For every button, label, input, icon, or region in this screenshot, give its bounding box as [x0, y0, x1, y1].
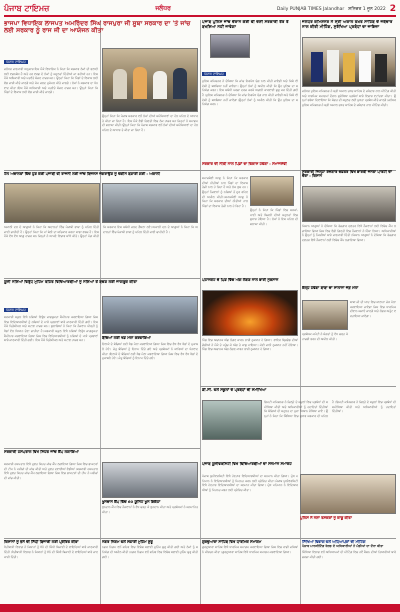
story-3-headline: ਜਲੰਧਰ ਕਮਿਸ਼ਨਰ ਨੇ ਸ੍ਰੀ ਅਕਾਲ ਤਖ਼ਤ ਸਾਹਿਬ ਦੇ ਜਥੇਦਾਰ ਨਾਲ ਕੀਤੀ ਮੀਟਿੰਗ, ਸੁਰੱਖਿਆ ਪ੍ਰਬੰਧਾਂ ਦਾ ਜਾਇਜ਼ਾ — [302, 20, 393, 29]
story-10-headline: ਕੱਲ੍ਹ ਹੋਵੇਗਾ ਬਾਬਾ ਦਾ ਸਾਲਾਨਾ ਜੋੜ ਮੇਲਾ — [302, 286, 359, 290]
story-14-block — [102, 500, 198, 536]
story-text: ਪ੍ਰਬੰਧਕ ਕਮੇਟੀ ਨੇ ਸੰਗਤਾਂ ਨੂੰ ਵੱਧ ਚੜ੍ਹ ਕੇ ਹਾਜ਼ਰੀ ਭਰਨ ਦੀ ਅਪੀਲ ਕੀਤੀ। — [302, 332, 348, 341]
edition-name: Daily PUNJAB TIMES Jalandhar — [276, 6, 345, 12]
story-text: ਖੇਤੀਬਾੜੀ ਵਿਭਾਗ ਨੇ ਕਿਸਾਨਾਂ ਨੂੰ ਝੋਨੇ ਦੀ ਸਿੱਧੀ ਬਿਜਾਈ ਦੇ ਫਾਇਦਿਆਂ ਬਾਰੇ ਜਾਣਕਾਰੀ ਦਿੱਤੀ।ਖੇਤੀਬਾੜੀ ਵਿਭਾਗ ਨੇ ਕਿਸਾਨਾਂ ਨੂੰ ਝੋਨੇ ਦੀ ਸਿੱਧੀ ਬਿਜਾਈ ਦੇ ਫਾਇਦਿਆਂ ਬਾਰੇ ਜਾਣਕਾਰੀ ਦਿੱਤੀ। — [4, 545, 98, 559]
edition-info — [277, 4, 396, 14]
story-2-headline: ਪੰਜਾਬ ਪੁਲਿਸ ਜਾਂਚ ਦੌਰਾਨ ਕੋਈ ਵੀ ਦੋਸ਼ੀ ਸਰਕਾਰੀ ਤੌਰ ਤੇ ਬਖਸ਼ਿਆ ਨਹੀਂ ਜਾਵੇਗਾ — [202, 20, 289, 29]
story-12-headline: ਸਰਕਾਰੀ ਹਸਪਤਾਲ ਵਿਖੇ ਸਿਹਤ ਜਾਂਚ ਕੈਂਪ ਲਗਾਇਆ — [4, 450, 79, 454]
story-3-body — [302, 89, 396, 167]
story-tag: ਪੰਜਾਬ ਟਾਇਮਜ਼ — [6, 308, 26, 312]
story-2-headline-block — [202, 20, 298, 32]
story-18 — [202, 540, 298, 602]
story-11-body — [264, 400, 396, 460]
story-17 — [102, 540, 198, 602]
story-5-continued — [250, 208, 298, 276]
paper-name: ਪੰਜਾਬ ਟਾਇਮਜ਼ — [4, 4, 50, 13]
story-12-photo — [102, 462, 198, 498]
section-divider — [4, 278, 200, 279]
story-4-headline-block — [4, 172, 198, 182]
story-10-continued — [302, 332, 348, 384]
story-10-body — [350, 300, 396, 370]
story-3-photo — [302, 37, 396, 87]
story-text: ਬਾਬਾ ਜੀ ਦੀ ਯਾਦ ਵਿਚ ਸਾਲਾਨਾ ਜੋੜ ਮੇਲਾ ਕਰਵਾਇਆ ਜਾਵੇਗਾ ਜਿਸ ਵਿਚ ਧਾਰਮਿਕ ਦੀਵਾਨ ਸਜਾਏ ਜਾਣਗੇ ਅਤੇ ਲੰਗਰ ਅਤੁੱਟ ਵਰਤਾਇਆ ਜਾਵੇਗਾ। — [350, 300, 396, 318]
story-text: ਜਲੰਧਰ ਪੁਲਿਸ ਕਮਿਸ਼ਨਰ ਨੇ ਸ੍ਰੀ ਅਕਾਲ ਤਖ਼ਤ ਸਾਹਿਬ ਦੇ ਜਥੇਦਾਰ ਨਾਲ ਮੀਟਿੰਗ ਕੀਤੀ ਅਤੇ ਧਾਰਮਿਕ ਸਮਾਗਮਾਂ ਦੌਰਾਨ ਸੁਰੱਖਿਆ ਪ੍ਰਬੰਧਾਂ ਬਾਰੇ ਵਿਚਾਰ ਵਟਾਂਦਰਾ ਕੀਤਾ। ਉਨ੍ਹਾਂ ਭਰੋਸਾ ਦਿਵਾਇਆ ਕਿ ਸੰਗਤ ਦੀ ਸਹੂਲਤ ਲਈ ਪੁਖਤਾ ਪ੍ਰਬੰਧ ਕੀਤੇ ਜਾਣਗੇ।ਜਲੰਧਰ ਪੁਲਿਸ ਕਮਿਸ਼ਨਰ ਨੇ ਸ੍ਰੀ ਅਕਾਲ ਤਖ਼ਤ ਸਾਹਿਬ ਦੇ ਜਥੇਦਾਰ ਨਾਲ ਮੀਟਿੰਗ ਕੀਤੀ। — [302, 89, 396, 107]
story-text: ਡਿਪਟੀ ਕਮਿਸ਼ਨਰ ਨੇ ਜ਼ਿਲ੍ਹੇ ਦੇ ਸਕੂਲਾਂ ਵਿਚ ਪ੍ਰਬੰਧਾਂ ਦੀ ਸਮੀਖਿਆ ਕੀਤੀ ਅਤੇ ਅਧਿਕਾਰੀਆਂ ਨੂੰ ਹਦਾਇਤਾਂ ਦਿੱਤੀਆਂ ਕਿ ਬੱਚਿਆਂ ਦੀ ਸਹੂਲਤ ਦਾ ਪੂਰਾ ਧਿਆਨ ਰੱਖਿਆ ਜਾਵੇ। ਉਨ੍ਹਾਂ ਨੇ ਕਿਹਾ ਕਿ ਸਿੱਖਿਆ ਵਿਚ ਸੁਧਾਰ ਸਰਕਾਰ ਦੀ ਪਹਿਲ ਹੈ।ਡਿਪਟੀ ਕਮਿਸ਼ਨਰ ਨੇ ਜ਼ਿਲ੍ਹੇ ਦੇ ਸਕੂਲਾਂ ਵਿਚ ਪ੍ਰਬੰਧਾਂ ਦੀ ਸਮੀਖਿਆ ਕੀਤੀ ਅਤੇ ਅਧਿਕਾਰੀਆਂ ਨੂੰ ਹਦਾਇਤਾਂ ਦਿੱਤੀਆਂ। — [264, 400, 396, 418]
story-11-headline: ਡੀ.ਸੀ. ਵਲੋਂ ਸਕੂਲਾਂ ਦੇ ਪ੍ਰਬੰਧਾਂ ਦੀ ਸਮੀਖਿਆ — [202, 388, 267, 392]
story-text: ਸਿੱਖਿਆ ਵਿਭਾਗ ਵਲੋਂ ਅਧਿਆਪਕਾਂ ਦੀ ਮੀਟਿੰਗ ਵਿਚ ਨਵੇਂ ਸੈਸ਼ਨ ਦੀਆਂ ਤਿਆਰੀਆਂ ਬਾਰੇ ਚਰਚਾ ਕੀਤੀ ਗਈ। — [302, 550, 396, 559]
story-text: ਕਿਸਾਨ ਆਗੂਆਂ ਨੇ ਦੱਸਿਆ ਕਿ ਰੋਜ਼ਗਾਰ ਦਫ਼ਤਰ ਵਿਖੇ ਨੌਜਵਾਨਾਂ ਲਈ ਵਿਸ਼ੇਸ਼ ਕੈਂਪ ਲਗਾਇਆ ਗਿਆ ਜਿਸ ਵਿਚ ਵੱਡੀ ਗਿਣਤੀ ਵਿਚ ਨੌਜਵਾਨਾਂ ਨੇ ਹਿੱਸਾ ਲਿਆ। ਅਧਿਕਾਰੀਆਂ ਨੇ ਉਨ੍ਹਾਂ ਨੂੰ ਨੌਕਰੀਆਂ ਬਾਰੇ ਜਾਣਕਾਰੀ ਦਿੱਤੀ।ਕਿਸਾਨ ਆਗੂਆਂ ਨੇ ਦੱਸਿਆ ਕਿ ਰੋਜ਼ਗਾਰ ਦਫ਼ਤਰ ਵਿਖੇ ਨੌਜਵਾਨਾਂ ਲਈ ਵਿਸ਼ੇਸ਼ ਕੈਂਪ ਲਗਾਇਆ ਗਿਆ। — [302, 224, 396, 242]
page-number: 2 — [389, 4, 396, 14]
story-text: ਗੁਰਦੁਆਰਾ ਸਾਹਿਬ ਵਿਖੇ ਧਾਰਮਿਕ ਸਮਾਗਮ ਕਰਵਾਇਆ ਗਿਆ ਜਿਸ ਵਿਚ ਰਾਗੀ ਜਥਿਆਂ ਨੇ ਕੀਰਤਨ ਕੀਤਾ।ਗੁਰਦੁਆਰਾ ਸਾਹਿਬ ਵਿਖੇ ਧਾਰਮਿਕ ਸਮਾਗਮ ਕਰਵਾਇਆ ਗਿਆ। — [202, 545, 298, 554]
story-19 — [302, 540, 396, 602]
story-4-photo-a — [4, 183, 100, 223]
story-tag: ਪੰਜਾਬ ਟਾਇਮਜ਼ — [204, 72, 224, 76]
story-6-photo — [302, 186, 396, 222]
story-4-photo-b — [102, 183, 198, 223]
story-15-block — [300, 516, 396, 536]
story-6-headline: ਸਰਕਾਰੀ ਜਿਲ੍ਹਾ ਰੋਜ਼ਗਾਰ ਦਫ਼ਤਰ ਵਿਖੇ ਭਾਰਤੀ ਜਨਤਾ ਪਾਰਟੀ ਦਾ ਦੌਰਾ : ਕਿਸਾਨ — [302, 170, 392, 179]
story-17-headline: ਨਗਰ ਨਿਗਮ ਵਲੋਂ ਸਫ਼ਾਈ ਮੁਹਿੰਮ ਸ਼ੁਰੂ — [102, 540, 153, 544]
story-8-headline-block — [202, 278, 298, 288]
story-13-photo — [300, 474, 396, 514]
masthead — [4, 3, 396, 17]
story-14-headline: ਖੂਨਦਾਨ ਕੈਂਪ ਵਿੱਚ 60 ਯੂਨਿਟ ਖੂਨ ਇਕੱਠਾ — [102, 500, 161, 504]
section-divider — [200, 386, 396, 387]
section-divider — [4, 538, 396, 539]
story-6-headline-block — [302, 170, 396, 184]
page-footer-bar — [0, 604, 400, 612]
story-text: ਉਨ੍ਹਾਂ ਨੇ ਕਿਹਾ ਕਿ ਪਿੰਡਾਂ ਵਿਚ ਸੜਕਾਂ, ਪਾਣੀ ਅਤੇ ਬਿਜਲੀ ਦੀਆਂ ਸਹੂਲਤਾਂ ਵਿਚ ਸੁਧਾਰ ਹੋਇਆ ਹੈ। ਲੋਕਾਂ ਨੇ ਇਸ ਪਹਿਲ ਦੀ ਸ਼ਲਾਘਾ ਕੀਤੀ। — [250, 208, 298, 226]
story-1-headline-block — [4, 20, 198, 48]
story-8-body — [202, 338, 298, 384]
story-2-body — [202, 60, 298, 160]
story-tag: ਪੰਜਾਬ ਟਾਇਮਜ਼ — [6, 60, 26, 64]
story-5-headline-block — [202, 162, 298, 172]
story-7-body — [4, 296, 98, 446]
story-8-photo — [202, 290, 298, 336]
story-8-headline: ਪਠਾਨਕੋਟ ਦੇ ਪਿੰਡ ਵਿੱਚ ਅੱਗ ਲੱਗਣ ਨਾਲ ਭਾਰੀ ਨੁਕਸਾਨ — [202, 278, 279, 282]
story-16-headline: ਕਿਸਾਨਾਂ ਨੂੰ ਝੋਨੇ ਦੀ ਸਿੱਧੀ ਬਿਜਾਈ ਲਈ ਪ੍ਰੇਰਿਤ ਕੀਤਾ — [4, 540, 79, 544]
story-text: ਅਕਾਲੀ ਦਲ ਦੇ ਆਗੂਆਂ ਨੇ ਕਿਹਾ ਕਿ ਅਦਾਲਤਾਂ ਵਿੱਚ ਪੰਜਾਬੀ ਭਾਸ਼ਾ ਨੂੰ ਪਹਿਲ ਦਿੱਤੀ ਜਾਣੀ ਚਾਹੀਦੀ ਹੈ। ਉਨ੍ਹਾਂ ਕਿਹਾ ਕਿ ਮਾਂ ਬੋਲੀ ਦਾ ਸਤਿਕਾਰ ਕਰਨਾ ਸਾਡਾ ਫਰਜ਼ ਹੈ। ਇਸ ਮੌਕੇ ਵੱਖ ਵੱਖ ਆਗੂ ਹਾਜ਼ਰ ਸਨ ਜਿਨ੍ਹਾਂ ਨੇ ਆਪਣੇ ਵਿਚਾਰ ਸਾਂਝੇ ਕੀਤੇ। ਉਨ੍ਹਾਂ ਮੰਗ ਕੀਤੀ ਕਿ ਸਰਕਾਰ ਇਸ ਸਬੰਧੀ ਜਲਦ ਫ਼ੈਸਲਾ ਲਵੇ।ਅਕਾਲੀ ਦਲ ਦੇ ਆਗੂਆਂ ਨੇ ਕਿਹਾ ਕਿ ਅਦਾਲਤਾਂ ਵਿੱਚ ਪੰਜਾਬੀ ਭਾਸ਼ਾ ਨੂੰ ਪਹਿਲ ਦਿੱਤੀ ਜਾਣੀ ਚਾਹੀਦੀ ਹੈ। — [4, 225, 198, 239]
story-4-body — [4, 225, 198, 275]
story-1-photo — [102, 48, 198, 112]
story-11-photo — [202, 400, 262, 440]
story-2-photo — [210, 34, 250, 58]
story-text: ਖੂਨਦਾਨ ਕੈਂਪ ਵਿਚ ਨੌਜਵਾਨਾਂ ਨੇ ਵੱਧ ਚੜ੍ਹ ਕੇ ਖੂਨਦਾਨ ਕੀਤਾ ਅਤੇ ਪ੍ਰਬੰਧਕਾਂ ਨੇ ਸਨਮਾਨਿਤ ਕੀਤਾ। — [102, 505, 198, 514]
story-4-headline: ਟੱਲ ਅਦਾਲਤਾਂ ਵਿੱਚ ਹੁਣ ਕੋਈ ਪੰਜਾਬੀ ਵੀ ਰਾਜਨੀ ਲਈ ਜਾਂਚ ਬਿਜਨਸ ਜਗਰਾਉਣ ਨੂੰ ਚੰਗੀਨ ਬਣਾਈ ਗਈ : ਅਕਾਲੀ — [4, 172, 160, 176]
story-15-headline: ਪੁਲਿਸ ਨੇ ਨਸ਼ਾ ਤਸਕਰਾਂ ਨੂੰ ਕਾਬੂ ਕੀਤਾ — [300, 516, 352, 520]
story-18-headline: ਗੁਰਦੁਆਰਾ ਸਾਹਿਬ ਵਿਖੇ ਧਾਰਮਿਕ ਸਮਾਗਮ — [202, 540, 262, 544]
story-text: ਇਲਾਕੇ ਦੇ ਬੱਚਿਆਂ ਲਈ ਖੇਡ ਮੇਲਾ ਕਰਵਾਇਆ ਗਿਆ ਜਿਸ ਵਿਚ ਵੱਖ ਵੱਖ ਖੇਡਾਂ ਦੇ ਮੁਕਾਬਲੇ ਹੋਏ। ਜੇਤੂ ਬੱਚਿਆਂ ਨੂੰ ਇਨਾਮ ਦਿੱਤੇ ਗਏ ਅਤੇ ਪ੍ਰਬੰਧਕਾਂ ਨੇ ਸਾਰਿਆਂ ਦਾ ਧੰਨਵਾਦ ਕੀਤਾ।ਇਲਾਕੇ ਦੇ ਬੱਚਿਆਂ ਲਈ ਖੇਡ ਮੇਲਾ ਕਰਵਾਇਆ ਗਿਆ ਜਿਸ ਵਿਚ ਵੱਖ ਵੱਖ ਖੇਡਾਂ ਦੇ ਮੁਕਾਬਲੇ ਹੋਏ। ਜੇਤੂ ਬੱਚਿਆਂ ਨੂੰ ਇਨਾਮ ਦਿੱਤੇ ਗਏ। — [102, 342, 198, 361]
story-9-headline: ਬੱਚਿਆਂ ਲਈ ਖੇਡ ਮੇਲਾ ਕਰਵਾਇਆ — [102, 336, 151, 340]
story-text: ਪੰਜਾਬ ਯੂਨੀਵਰਸਿਟੀ ਵਿਖੇ ਹੋਣਹਾਰ ਵਿਦਿਆਰਥੀਆਂ ਦਾ ਸਨਮਾਨ ਕੀਤਾ ਗਿਆ। ਮੁੱਖ ਮਹਿਮਾਨ ਨੇ ਵਿਦਿਆਰਥੀਆਂ ਨੂੰ ਮਿਹਨਤ ਕਰਨ ਲਈ ਪ੍ਰੇਰਿਤ ਕੀਤਾ।ਪੰਜਾਬ ਯੂਨੀਵਰਸਿਟੀ ਵਿਖੇ ਹੋਣਹਾਰ ਵਿਦਿਆਰਥੀਆਂ ਦਾ ਸਨਮਾਨ ਕੀਤਾ ਗਿਆ। ਮੁੱਖ ਮਹਿਮਾਨ ਨੇ ਵਿਦਿਆਰਥੀਆਂ ਨੂੰ ਮਿਹਨਤ ਕਰਨ ਲਈ ਪ੍ਰੇਰਿਤ ਕੀਤਾ। — [202, 474, 298, 492]
story-19-headline: ਸਿੱਖਿਆ ਵਿਭਾਗ ਵਲੋਂ ਅਧਿਆਪਕਾਂ ਦੀ ਮੀਟਿੰਗ — [302, 540, 366, 544]
column-rule — [100, 20, 101, 604]
story-text: ਸਮਾਜਸੇਵੀ ਆਗੂ ਨੇ ਕਿਹਾ ਕਿ ਸਰਕਾਰ ਦੀਆਂ ਨੀਤੀਆਂ ਨਾਲ ਪਿੰਡਾਂ ਦਾ ਵਿਕਾਸ ਤੇਜ਼ੀ ਨਾਲ ਹੋ ਰਿਹਾ ਹੈ ਅਤੇ ਲੋਕ ਖੁਸ਼ ਹਨ। ਉਨ੍ਹਾਂ ਨੌਜਵਾਨਾਂ ਨੂੰ ਨਸ਼ਿਆਂ ਤੋਂ ਦੂਰ ਰਹਿਣ ਦੀ ਅਪੀਲ ਕੀਤੀ।ਸਮਾਜਸੇਵੀ ਆਗੂ ਨੇ ਕਿਹਾ ਕਿ ਸਰਕਾਰ ਦੀਆਂ ਨੀਤੀਆਂ ਨਾਲ ਪਿੰਡਾਂ ਦਾ ਵਿਕਾਸ ਤੇਜ਼ੀ ਨਾਲ ਹੋ ਰਿਹਾ ਹੈ। — [202, 176, 248, 208]
story-text: ਜਲੰਧਰ ਜਾਣਕਾਰੀ ਅਨੁਸਾਰ ਇਸ ਮੌਕੇ ਵਿਧਾਇਕ ਨੇ ਕਿਹਾ ਕਿ ਸਰਕਾਰ ਲੋਕਾਂ ਦੀ ਭਲਾਈ ਲਈ ਵਚਨਬੱਧ ਹੈ ਅਤੇ ਹਰ ਵਰਗ ਦੇ ਲੋਕਾਂ ਨੂੰ ਸਹੂਲਤਾਂ ਦਿੱਤੀਆਂ ਜਾ ਰਹੀਆਂ ਹਨ। ਇਸ ਮੌਕੇ ਅਧਿਕਾਰੀ ਅਤੇ ਪਤਵੰਤੇ ਸੱਜਣ ਹਾਜ਼ਰ ਸਨ। ਉਨ੍ਹਾਂ ਕਿਹਾ ਕਿ ਪਿੰਡਾਂ ਦੇ ਵਿਕਾਸ ਲਈ ਫੰਡ ਜਾਰੀ ਕੀਤੇ ਜਾਣਗੇ ਅਤੇ ਕੰਮ ਜਲਦ ਮੁਕੰਮਲ ਕੀਤੇ ਜਾਣਗੇ। ਲੋਕਾਂ ਨੇ ਸਰਕਾਰ ਦਾ ਧੰਨਵਾਦ ਕੀਤਾ।ਇਸ ਮੌਕੇ ਅਧਿਕਾਰੀ ਅਤੇ ਪਤਵੰਤੇ ਸੱਜਣ ਹਾਜ਼ਰ ਸਨ। ਉਨ੍ਹਾਂ ਕਿਹਾ ਕਿ ਪਿੰਡਾਂ ਦੇ ਵਿਕਾਸ ਲਈ ਫੰਡ ਜਾਰੀ ਕੀਤੇ ਜਾਣਗੇ। — [4, 67, 98, 95]
story-13-headline: ਪੰਜਾਬ ਯੂਨੀਵਰਸਿਟੀ ਵਿਖੇ ਵਿਦਿਆਰਥੀਆਂ ਦਾ ਸਨਮਾਨ ਸਮਾਰੋਹ — [202, 462, 292, 466]
column-rule — [200, 20, 201, 604]
story-5-headline: ਸਰਕਾਰ ਦੀ ਨੀਤੀ ਨਾਲ ਪਿੰਡਾਂ ਦਾ ਵਿਕਾਸ ਹੋਵੇਗਾ : ਸਮਾਜਸੇਵੀ — [202, 162, 287, 166]
section-label: ਜਲੰਧਰ — [155, 5, 171, 12]
story-5-body — [202, 176, 248, 276]
story-text: ਸਰਕਾਰੀ ਸਕੂਲ ਵਿਖੇ ਨਸ਼ਿਆਂ ਵਿਰੁੱਧ ਜਾਗਰੂਕਤਾ ਸੈਮੀਨਾਰ ਕਰਵਾਇਆ ਗਿਆ ਜਿਸ ਵਿਚ ਵਿਦਿਆਰਥੀਆਂ ਨੂੰ ਨਸ਼ਿਆਂ ਦੇ ਮਾੜੇ ਪ੍ਰਭਾਵਾਂ ਬਾਰੇ ਜਾਣਕਾਰੀ ਦਿੱਤੀ ਗਈ। ਇਸ ਮੌਕੇ ਪ੍ਰਿੰਸੀਪਲ ਅਤੇ ਸਟਾਫ਼ ਹਾਜ਼ਰ ਸਨ। ਬੁਲਾਰਿਆਂ ਨੇ ਕਿਹਾ ਕਿ ਨੌਜਵਾਨ ਪੀੜ੍ਹੀ ਨੂੰ ਖੇਡਾਂ ਵੱਲ ਧਿਆਨ ਦੇਣਾ ਚਾਹੀਦਾ ਹੈ।ਸਰਕਾਰੀ ਸਕੂਲ ਵਿਖੇ ਨਸ਼ਿਆਂ ਵਿਰੁੱਧ ਜਾਗਰੂਕਤਾ ਸੈਮੀਨਾਰ ਕਰਵਾਇਆ ਗਿਆ ਜਿਸ ਵਿਚ ਵਿਦਿਆਰਥੀਆਂ ਨੂੰ ਨਸ਼ਿਆਂ ਦੇ ਮਾੜੇ ਪ੍ਰਭਾਵਾਂ ਬਾਰੇ ਜਾਣਕਾਰੀ ਦਿੱਤੀ ਗਈ। ਇਸ ਮੌਕੇ ਪ੍ਰਿੰਸੀਪਲ ਅਤੇ ਸਟਾਫ਼ ਹਾਜ਼ਰ ਸਨ। — [4, 315, 98, 343]
story-16 — [4, 540, 98, 602]
story-12-headline-block — [4, 450, 198, 460]
story-5-photo — [250, 176, 294, 206]
story-text: ਉਨ੍ਹਾਂ ਕਿਹਾ ਕਿ ਪੰਜਾਬ ਸਰਕਾਰ ਵਲੋਂ ਲੋਕਾਂ ਦੀਆਂ ਸਮੱਸਿਆਵਾਂ ਦਾ ਹੱਲ ਪਹਿਲ ਦੇ ਆਧਾਰ ਤੇ ਕੀਤਾ ਜਾ ਰਿਹਾ ਹੈ। ਇਸ ਮੌਕੇ ਵੱਡੀ ਗਿਣਤੀ ਵਿਚ ਲੋਕ ਹਾਜ਼ਰ ਸਨ ਜਿਨ੍ਹਾਂ ਨੇ ਸਮਾਗਮ ਦੀ ਸ਼ਲਾਘਾ ਕੀਤੀ।ਉਨ੍ਹਾਂ ਕਿਹਾ ਕਿ ਪੰਜਾਬ ਸਰਕਾਰ ਵਲੋਂ ਲੋਕਾਂ ਦੀਆਂ ਸਮੱਸਿਆਵਾਂ ਦਾ ਹੱਲ ਪਹਿਲ ਦੇ ਆਧਾਰ ਤੇ ਕੀਤਾ ਜਾ ਰਿਹਾ ਹੈ। — [102, 114, 198, 132]
story-text: ਨਗਰ ਨਿਗਮ ਵਲੋਂ ਸ਼ਹਿਰ ਵਿਚ ਵਿਸ਼ੇਸ਼ ਸਫ਼ਾਈ ਮੁਹਿੰਮ ਸ਼ੁਰੂ ਕੀਤੀ ਗਈ ਅਤੇ ਲੋਕਾਂ ਨੂੰ ਸਹਿਯੋਗ ਦੀ ਅਪੀਲ ਕੀਤੀ।ਨਗਰ ਨਿਗਮ ਵਲੋਂ ਸ਼ਹਿਰ ਵਿਚ ਵਿਸ਼ੇਸ਼ ਸਫ਼ਾਈ ਮੁਹਿੰਮ ਸ਼ੁਰੂ ਕੀਤੀ ਗਈ। — [102, 545, 198, 559]
story-7-headline-block — [4, 280, 198, 294]
story-7-headline: ਯੂਨੀ ਨਸ਼ਿਆਂ ਵਿਰੁੱਧ ਮੁਹਿੰਮ ਤਹਿਤ ਵਿਦਿਆਰਥੀਆਂ ਨੂੰ ਨਸ਼ਿਆਂ ਤੋਂ ਬਚਣ ਲਈ ਜਾਗਰੂਕ ਕੀਤਾ — [4, 280, 138, 284]
story-1-headline: ਭਾਜਪਾ ਵਿਧਾਇਕ ਲਾਜਪਤ ਅਮਰਿੰਦਰ ਸਿੰਘ ਰਾਜਪੁਰਾ ਜੀ ਸੂਬਾ ਸਰਕਾਰ ਦਾ 'ਤੇ ਜਾਂਚ ਲਈ ਸਰਕਾਰ ਨੂੰ ਰਾਜ ਜੀ ਦਾ ਆਯੋਜਨ ਕੀਤਾ — [4, 20, 191, 35]
story-10-photo — [302, 300, 348, 330]
story-1-continued — [102, 114, 198, 168]
section-divider — [4, 448, 200, 449]
story-12-body — [4, 462, 98, 536]
story-text: ਸਰਕਾਰੀ ਹਸਪਤਾਲ ਵਿਖੇ ਮੁਫ਼ਤ ਸਿਹਤ ਜਾਂਚ ਕੈਂਪ ਲਗਾਇਆ ਗਿਆ ਜਿਸ ਵਿਚ ਡਾਕਟਰਾਂ ਦੀ ਟੀਮ ਨੇ ਮਰੀਜ਼ਾਂ ਦੀ ਜਾਂਚ ਕੀਤੀ ਅਤੇ ਮੁਫ਼ਤ ਦਵਾਈਆਂ ਵੰਡੀਆਂ।ਸਰਕਾਰੀ ਹਸਪਤਾਲ ਵਿਖੇ ਮੁਫ਼ਤ ਸਿਹਤ ਜਾਂਚ ਕੈਂਪ ਲਗਾਇਆ ਗਿਆ ਜਿਸ ਵਿਚ ਡਾਕਟਰਾਂ ਦੀ ਟੀਮ ਨੇ ਮਰੀਜ਼ਾਂ ਦੀ ਜਾਂਚ ਕੀਤੀ। — [4, 462, 98, 480]
story-20-headline: ਪੰਜਾਬ ਮਾਰਕੀਟਿੰਗ ਬੋਰਡ ਦੇ ਅਧਿਕਾਰੀਆਂ ਨੇ ਮੰਡੀਆਂ ਦਾ ਦੌਰਾ ਕੀਤਾ — [302, 544, 384, 549]
story-1-body — [4, 48, 98, 168]
story-3-headline-block — [302, 20, 396, 36]
edition-date: ਸ਼ਨਿਚਰ 1 ਜੂਨ 2022 — [348, 7, 386, 12]
story-13-headline-block — [202, 462, 396, 472]
story-text: ਪਿੰਡ ਵਿਚ ਅਚਾਨਕ ਅੱਗ ਲੱਗਣ ਕਾਰਨ ਭਾਰੀ ਨੁਕਸਾਨ ਹੋ ਗਿਆ। ਫਾਇਰ ਬ੍ਰਿਗੇਡ ਦੀਆਂ ਗੱਡੀਆਂ ਨੇ ਮੌਕੇ ਤੇ ਪਹੁੰਚ ਕੇ ਅੱਗ ਤੇ ਕਾਬੂ ਪਾਇਆ। ਕੋਈ ਜਾਨੀ ਨੁਕਸਾਨ ਨਹੀਂ ਹੋਇਆ।ਪਿੰਡ ਵਿਚ ਅਚਾਨਕ ਅੱਗ ਲੱਗਣ ਕਾਰਨ ਭਾਰੀ ਨੁਕਸਾਨ ਹੋ ਗਿਆ। — [202, 338, 298, 352]
story-7-photo — [102, 296, 198, 334]
story-10-headline-block — [302, 286, 396, 298]
story-7-continued — [102, 336, 198, 446]
story-text: ਪੁਲਿਸ ਕਮਿਸ਼ਨਰ ਨੇ ਦੱਸਿਆ ਕਿ ਜਾਂਚ ਨਿਰਪੱਖ ਢੰਗ ਨਾਲ ਕੀਤੀ ਜਾਵੇਗੀ ਅਤੇ ਕਿਸੇ ਵੀ ਦੋਸ਼ੀ ਨੂੰ ਬਖਸ਼ਿਆ ਨਹੀਂ ਜਾਵੇਗਾ। ਉਨ੍ਹਾਂ ਲੋਕਾਂ ਨੂੰ ਅਪੀਲ ਕੀਤੀ ਕਿ ਉਹ ਪੁਲਿਸ ਦਾ ਸਹਿਯੋਗ ਕਰਨ। ਇਸ ਸਬੰਧੀ ਪਰਚਾ ਦਰਜ ਕਰਕੇ ਅਗਲੀ ਕਾਰਵਾਈ ਸ਼ੁਰੂ ਕਰ ਦਿੱਤੀ ਗਈ ਹੈ।ਪੁਲਿਸ ਕਮਿਸ਼ਨਰ ਨੇ ਦੱਸਿਆ ਕਿ ਜਾਂਚ ਨਿਰਪੱਖ ਢੰਗ ਨਾਲ ਕੀਤੀ ਜਾਵੇਗੀ ਅਤੇ ਕਿਸੇ ਵੀ ਦੋਸ਼ੀ ਨੂੰ ਬਖਸ਼ਿਆ ਨਹੀਂ ਜਾਵੇਗਾ।ਉਨ੍ਹਾਂ ਲੋਕਾਂ ਨੂੰ ਅਪੀਲ ਕੀਤੀ ਕਿ ਉਹ ਪੁਲਿਸ ਦਾ ਸਹਿਯੋਗ ਕਰਨ। — [202, 79, 298, 107]
story-13-body — [202, 474, 298, 536]
story-11-headline-block — [202, 388, 396, 398]
story-6-body — [302, 224, 396, 284]
